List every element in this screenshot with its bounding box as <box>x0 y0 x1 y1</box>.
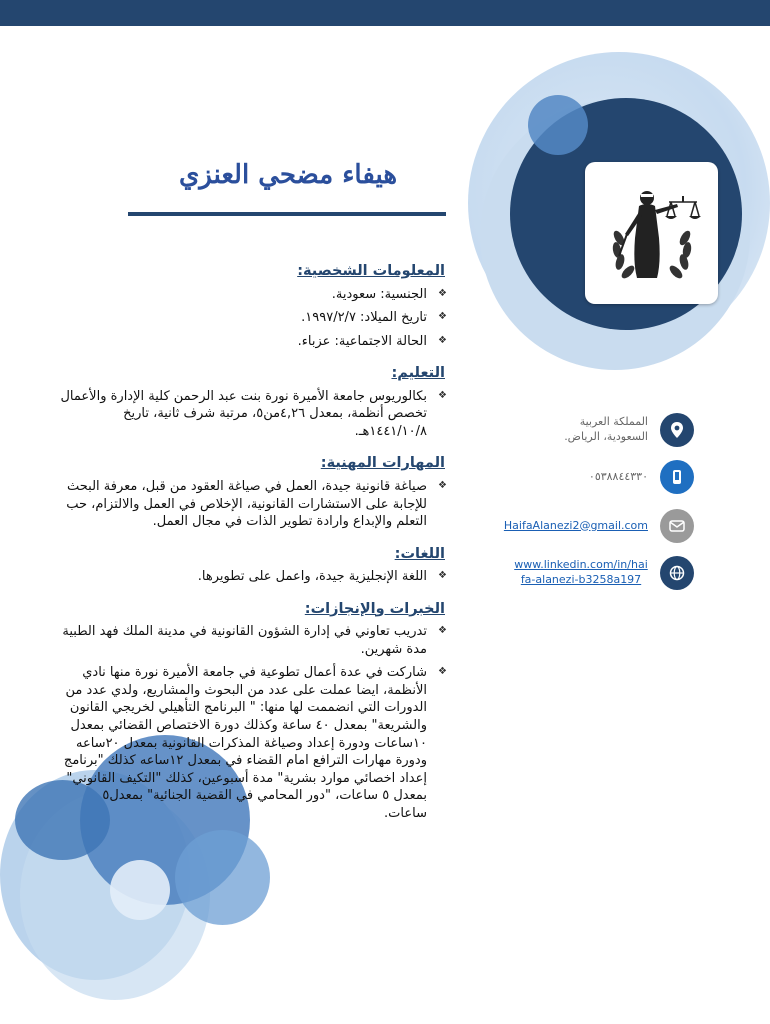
contact-location <box>510 413 694 447</box>
languages-list <box>60 568 445 586</box>
section-title-education: التعليم: <box>391 365 445 382</box>
phone-text: ٠٥٣٨٨٤٤٣٣٠ <box>588 469 648 483</box>
contact-email[interactable] <box>503 509 694 543</box>
list-item: ❖ اللغة الإنجليزية جيدة، واعمل على تطويرها. <box>60 568 427 586</box>
list-item: ❖ تدريب تعاوني في إدارة الشؤون القانونية في مدينة الملك فهد الطبية مدة شهرين. <box>60 623 427 658</box>
envelope-icon <box>660 509 694 543</box>
education-list <box>60 388 445 441</box>
section-title-skills: المهارات المهنية: <box>320 455 445 472</box>
list-item: ❖ الجنسية: سعودية. <box>60 286 427 304</box>
logo-frame <box>585 162 718 304</box>
globe-icon <box>660 556 694 590</box>
phone-icon <box>660 460 694 494</box>
map-pin-icon <box>660 413 694 447</box>
decor-circle <box>110 860 170 920</box>
list-item: ❖ الحالة الاجتماعية: عزباء. <box>60 333 427 351</box>
personal-section <box>60 262 445 350</box>
lady-justice-icon <box>597 178 707 288</box>
skills-section <box>60 454 445 530</box>
experience-list <box>60 623 445 822</box>
decor-circle-small <box>528 95 588 155</box>
cv-body <box>60 262 445 836</box>
decor-circle <box>175 830 270 925</box>
list-item: ❖ شاركت في عدة أعمال تطوعية في جامعة الأميرة نورة منها نادي الأنظمة، ايضا عملت على عدد من البحوث والمشاريع، ولدي عدد من الدورات التي انضممت لها منها: " البرنامج التأهيلي لخريجي القانون والشريعة" بمعدل ٤٠ ساعة وكذلك دورة الاختصاص القضائي بمعدل ١٠ساعات ودورة إعداد وصياغة المذكرات القانونية بمعدل ٢٠ساعه ودورة مهارات الترافع امام القضاء في بمعدل ١٢ساعه كذلك "برنامج إعداد اخصائي موارد بشرية" مدة أسبوعين، كذلك "التكيف القانوني" بمعدل ٥ ساعات، "دور المحامي في القضية الجنائية" بمعدل٥ ساعات. <box>60 664 427 822</box>
person-name: هيفاء مضحي العنزي <box>178 160 398 190</box>
list-item: ❖ بكالوريوس جامعة الأميرة نورة بنت عبد الرحمن كلية الإدارة والأعمال تخصص أنظمة، بمعدل ٤,٢٦من٥، مرتبة شرف ثانية، تاريخ ١٤٤١/١٠/٨هـ. <box>60 388 427 441</box>
contact-linkedin[interactable] <box>510 556 694 590</box>
email-link[interactable]: HaifaAlanezi2@gmail.com <box>503 518 648 532</box>
linkedin-link[interactable]: www.linkedin.com/in/haifa-alanezi-b3258a197 <box>514 558 648 586</box>
section-title-languages: اللغات: <box>394 545 445 562</box>
personal-list <box>60 286 445 351</box>
experience-section <box>60 600 445 823</box>
location-text: المملكة العربية السعودية، الرياض. <box>564 415 648 443</box>
top-bar <box>0 0 770 26</box>
section-title-experience: الخبرات والإنجازات: <box>304 600 445 617</box>
list-item: ❖ تاريخ الميلاد: ١٩٩٧/٢/٧. <box>60 309 427 327</box>
list-item: ❖ صياغة قانونية جيدة، العمل في صياغة العقود من قبل، معرفة البحث للإجابة على الاستشارات القانونية، الإخلاص في العمل والالتزام، حب التعلم والإبداع وارادة تطوير الذات في مجال العمل. <box>60 478 427 531</box>
skills-list <box>60 478 445 531</box>
section-title-personal: المعلومات الشخصية: <box>297 263 445 279</box>
name-underline <box>128 212 446 216</box>
languages-section <box>60 545 445 586</box>
contact-phone <box>510 460 694 494</box>
education-section <box>60 364 445 440</box>
